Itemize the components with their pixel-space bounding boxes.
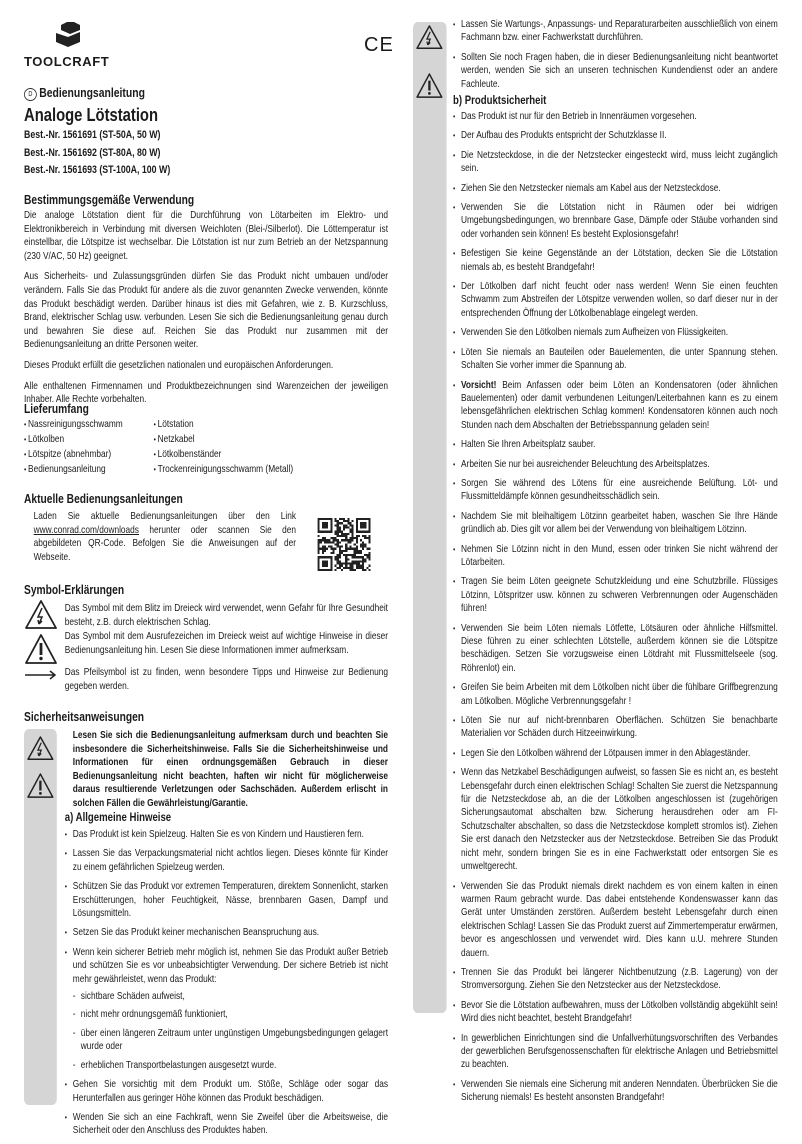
page-title: Analoge Lötstation — [24, 104, 159, 125]
safety-intro: Lesen Sie sich die Bedienungsanleitung aufmerksam durch und beachten Sie insbesondere die Sicherheitshinweise. Falls Sie die Sicherheitshinweise und Informationen für einen ordnungsgemäßen Gebrauch in dieser Bedienungsanleitung nicht beachten, haften wir nicht für möglicherweise daraus resultierende Verletzungen oder Sachschäden. Außerdem erlischt in solchen Fällen die Gewährleistung/Garantie. — [72, 730, 389, 809]
list-item — [453, 280, 778, 320]
order-number: Best.-Nr. 1561692 (ST-80A, 80 W) — [24, 146, 161, 159]
scope-item: • Nassreinigungsschwamm — [24, 418, 154, 431]
list-item — [453, 966, 778, 993]
list-item-text: Das Produkt ist nur für den Betrieb in Innenräumen vorgesehen. — [461, 111, 697, 122]
list-item — [453, 346, 778, 373]
list-item — [453, 129, 778, 142]
list-item — [453, 51, 778, 91]
list-item-text: Sorgen Sie während des Lötens für eine ausreichende Belüftung. Löt- und Flussmitteldämpfe können gesundheitsschädlich sein. — [461, 477, 778, 503]
manuals-heading: Aktuelle Bedienungsanleitungen — [24, 491, 183, 506]
list-item-text: Verwenden Sie das Produkt niemals direkt nachdem es von einem kalten in einen warmen Raum gebracht wurde. Das dabei entstehende Kondenswasser kann das Gerät unter Umständen zerstören. Außerdem besteht Lebensgefahr durch einen elektrischen Schlag! Lassen Sie das Produkt zuerst auf Zimmertemperatur erwärmen, bevor es angeschlossen und verwendet wird. Dies kann u.U. mehrere Stunden dauern. — [461, 880, 778, 959]
list-item — [453, 477, 778, 504]
list-item — [453, 681, 778, 708]
list-item-text: Der Lötkolben darf nicht feucht oder nass werden! Wenn Sie einen feuchten Schwamm zum Abstreifen der Lötspitze verwenden wollen, so darf dieser nur in der entsprechenden Öffnung der Lötkolbenablage eingelegt werden. — [461, 281, 778, 319]
ce-mark: CE — [364, 34, 394, 56]
scope-heading: Lieferumfang — [24, 401, 89, 416]
order-numbers — [24, 127, 170, 180]
list-item-text: Der Aufbau des Produkts entspricht der Schutzklasse II. — [461, 130, 667, 142]
list-item — [453, 880, 778, 960]
brand-name: TOOLCRAFT — [24, 54, 110, 69]
qr-code[interactable] — [318, 517, 371, 577]
scope-item: • Bedienungsanleitung — [24, 463, 154, 476]
list-item-text: Wenn kein sicherer Betrieb mehr möglich ist, nehmen Sie das Produkt außer Betrieb und schützen Sie es vor unbeabsichtigter Verwendung. Der sichere Betrieb ist nicht mehr gewährleistet, wenn das Produkt: — [72, 946, 389, 985]
list-item-text: Sollten Sie noch Fragen haben, die in dieser Bedienungsanleitung nicht beantwortet werden, wenden Sie sich an unseren technischen Kundendienst oder an andere Fachleute. — [461, 51, 778, 90]
sub-list — [73, 990, 388, 1072]
list-item-text: Wenn das Netzkabel Beschädigungen aufweist, so fassen Sie es nicht an, es besteht Lebensgefahr durch einen elektrischen Schlag! Schalten Sie zuerst die Netzspannung für die Netzsteckdose ab, an die der Lötkolben angeschlossen ist (zugehörigen Sicherungsautomat abschalten bzw. Sicherung herausdrehen oder am FI-Schutzschalter abschalten, so dass die Netzsteckdose komplett stromlos ist). Ziehen Sie erst danach den Netzstecker aus der Netzsteckdose. Betreiben Sie das Produkt nicht mehr, sondern bringen Sie es in eine Fachwerkstatt oder entsorgen Sie es umweltgerecht. — [461, 767, 778, 873]
manuals-text-before: Laden Sie aktuelle Bedienungsanleitungen über den Link — [33, 511, 296, 522]
list-item — [453, 575, 778, 615]
scope-item: • Lötkolben — [24, 433, 154, 446]
list-item — [65, 828, 388, 841]
exclamation-triangle-icon — [415, 72, 443, 105]
list-item — [453, 1078, 778, 1105]
safety-side-bar — [413, 22, 447, 1013]
symbol-description: Das Symbol mit dem Blitz im Dreieck wird verwendet, wenn Gefahr für Ihre Gesundheit besteht, z.B. durch elektrischen Schlag. — [64, 603, 389, 628]
list-item — [65, 946, 388, 1072]
paragraph: Dieses Produkt erfüllt die gesetzlichen nationalen und europäischen Anforderungen. — [24, 359, 334, 371]
intended-use-section — [24, 209, 388, 414]
symbol-description: Das Pfeilsymbol ist zu finden, wenn besondere Tipps und Hinweise zur Bedienung gegeben werden. — [64, 667, 389, 692]
list-item — [453, 714, 778, 741]
list-item-text: Befestigen Sie keine Gegenstände an der Lötstation, decken Sie die Lötstation niemals ab, es besteht Brandgefahr! — [461, 248, 778, 273]
list-item — [453, 458, 778, 471]
list-item — [453, 201, 778, 241]
list-item-text: Nachdem Sie mit bleihaltigem Lötzinn gearbeitet haben, waschen Sie Ihre Hände gründlich ab. Dies gilt vor allem bei der Verwendung von bleihaltigem Lötzinn. — [461, 510, 778, 536]
scope-item: • Lötstation — [154, 418, 388, 431]
lightning-triangle-icon — [415, 24, 443, 56]
manuals-text-after: herunter oder scannen Sie den abgebildeten QR-Code. Befolgen Sie die Anweisungen auf der Webseite. — [33, 524, 297, 563]
list-item-text: Lassen Sie Wartungs-, Anpassungs- und Reparaturarbeiten ausschließlich von einem Fachmann bzw. einer Fachwerkstatt durchführen. — [461, 19, 778, 44]
doc-type: Bedienungsanleitung — [39, 85, 145, 100]
list-item — [453, 18, 778, 45]
symbols-heading: Symbol-Erklärungen — [24, 582, 125, 597]
list-item-text: Halten Sie Ihren Arbeitsplatz sauber. — [461, 439, 596, 451]
scope-item: • Netzkabel — [154, 433, 388, 446]
list-item-text: Ziehen Sie den Netzstecker niemals am Kabel aus der Netzsteckdose. — [461, 182, 721, 194]
order-number: Best.-Nr. 1561693 (ST-100A, 100 W) — [24, 164, 171, 176]
list-item-text: Bevor Sie die Lötstation aufbewahren, muss der Lötkolben vollständig abgekühlt sein! Wird dies nicht beachtet, besteht Brandgefahr! — [461, 999, 778, 1025]
list-item-text: Schützen Sie das Produkt vor extremen Temperaturen, direktem Sonnenlicht, starken Erschütterungen, hoher Feuchtigkeit, Nässe, brennbaren Gasen, Dampf und Lösungsmitteln. — [72, 881, 389, 920]
list-item — [453, 149, 778, 176]
scope-item: • Lötspitze (abnehmbar) — [24, 448, 154, 461]
list-item-text: Wenden Sie sich an eine Fachkraft, wenn Sie Zweifel über die Arbeitsweise, die Sicherheit oder den Anschluss des Produktes haben. — [72, 1111, 389, 1137]
language-badge — [24, 88, 37, 101]
sub-list-item: - über einen längeren Zeitraum unter ungünstigen Umgebungsbedingungen gelagert wurde oder — [73, 1027, 388, 1054]
right-column — [413, 0, 778, 1134]
list-item — [453, 438, 778, 451]
manuals-text — [34, 510, 296, 564]
list-item — [453, 326, 778, 339]
exclamation-triangle-icon — [24, 633, 58, 671]
list-item-text: Trennen Sie das Produkt bei längerer Nichtbenutzung (z.B. Lagerung) von der Stromversorgung. Ziehen Sie den Netzstecker aus der Netzsteckdose. — [461, 966, 778, 992]
sub-list-item: - erheblichen Transportbelastungen ausgesetzt wurde. — [73, 1059, 388, 1072]
list-item — [65, 880, 388, 920]
language-badge-label: D — [28, 91, 33, 98]
list-item — [65, 847, 388, 874]
list-item — [453, 543, 778, 570]
sub-list-item: - sichtbare Schäden aufweist, — [73, 990, 388, 1003]
list-item-text: Tragen Sie beim Löten geeignete Schutzkleidung und eine Schutzbrille. Flüssiges Lötzinn, Lötspritzer usw. können zu schweren Verbrennungen oder Augenschäden führen! — [461, 576, 778, 615]
list-item — [453, 182, 778, 195]
doc-type-heading — [24, 85, 145, 101]
list-item-text: Verwenden Sie beim Löten niemals Lötfette, Lötsäuren oder ähnliche Hilfsmittel. Diese führen zu einer schlechten Lötstelle, außerdem können sie die Lötspitze beschädigen. Setzen Sie vorzugsweise einen Lötdraht mit Flussmittelseele (sog. Röhrenlot) ein. — [461, 622, 778, 674]
list-item-text: Verwenden Sie niemals eine Sicherung mit anderen Nenndaten. Überbrücken Sie die Sicherung niemals! Es besteht ansonsten Brandgefahr! — [461, 1078, 778, 1104]
list-item-text: Die Netzsteckdose, in die der Netzstecker eingesteckt wird, muss leicht zugänglich sein. — [461, 149, 778, 175]
list-item-text: Nehmen Sie Lötzinn nicht in den Mund, essen oder trinken Sie nicht während der Lötarbeiten. — [461, 543, 778, 568]
symbol-description: Das Symbol mit dem Ausrufezeichen im Dreieck weist auf wichtige Hinweise in dieser Bedienungsanleitung hin. Lesen Sie diese Informationen immer aufmerksam. — [64, 631, 389, 656]
list-item-text: Löten Sie nur auf nicht-brennbaren Oberflächen. Schützen Sie benachbarte Materialien vor Schäden durch Hitzeeinwirkung. — [461, 715, 778, 740]
list-item — [453, 379, 778, 433]
list-item-text: Verwenden Sie den Lötkolben niemals zum Aufheizen von Flüssigkeiten. — [461, 327, 729, 339]
list-item — [453, 510, 778, 537]
safety-heading: Sicherheitsanweisungen — [24, 709, 145, 724]
list-item-text: Arbeiten Sie nur bei ausreichender Beleuchtung des Arbeitsplatzes. — [461, 458, 710, 470]
lightning-triangle-icon — [26, 735, 54, 767]
list-item — [453, 622, 778, 676]
list-item-text: Gehen Sie vorsichtig mit dem Produkt um. Stöße, Schläge oder sogar das Herunterfallen aus geringer Höhe können das Produkt beschädigen. — [72, 1079, 389, 1104]
list-item-text: Greifen Sie beim Arbeiten mit dem Lötkolben nicht über die fühlbare Griffbegrenzung am Lötkolben. Mögliche Verbrennungsgefahr ! — [461, 682, 778, 707]
exclamation-triangle-icon — [26, 772, 54, 805]
product-safety-heading: b) Produktsicherheit — [453, 93, 547, 107]
list-item-text: Lassen Sie das Verpackungsmaterial nicht achtlos liegen. Dieses könnte für Kinder zu einem gefährlichen Spielzeug werden. — [72, 848, 389, 873]
list-item-text: Legen Sie den Lötkolben während der Lötpausen immer in den Ablageständer. — [461, 747, 751, 759]
qr-code-icon — [318, 517, 371, 572]
general-notes-list — [65, 828, 388, 1144]
list-item — [453, 999, 778, 1026]
list-item — [65, 1078, 388, 1105]
order-number: Best.-Nr. 1561691 (ST-50A, 50 W) — [24, 129, 161, 141]
list-item-text: Das Produkt ist kein Spielzeug. Halten Sie es von Kindern und Haustieren fern. — [72, 829, 364, 840]
list-item — [453, 247, 778, 274]
list-item — [453, 110, 778, 123]
list-item-text: Beim Anfassen oder beim Löten an Kondensatoren (oder ähnlichen Bauelementen) oder damit verbundenen Leitungen/Leiterbahnen kann es zu einem lebensgefährlichen elektrischen Schlag kommen! Kondensatoren können auch noch Stunden nach dem Abschalten der Betriebsspannung geladen sein! — [461, 379, 778, 431]
left-column — [24, 0, 389, 1137]
lightning-triangle-icon — [24, 599, 58, 636]
downloads-link[interactable]: www.conrad.com/downloads — [33, 524, 139, 536]
paragraph: Alle enthaltenen Firmennamen und Produktbezeichnungen sind Warenzeichen der jeweiligen Inhaber. Alle Rechte vorbehalten. — [24, 380, 388, 406]
arrow-right-icon — [24, 668, 58, 686]
intended-use-heading: Bestimmungsgemäße Verwendung — [24, 192, 195, 207]
scope-item: • Lötkolbenständer — [154, 448, 388, 461]
paragraph: Die analoge Lötstation dient für die Durchführung von Lötarbeiten im Elektro- und Elektronikbereich in Verbindung mit diversen Weichloten (Blei-/Silberlot). Die Löttemperatur ist einstellbar, die Lötspitze ist wechselbar. Die Lötstation ist nur zum Betrieb an der Netzspannung (230 V/AC, 50 Hz) geeignet. — [24, 210, 388, 262]
list-item — [453, 766, 778, 873]
paragraph: Aus Sicherheits- und Zulassungsgründen dürfen Sie das Produkt nicht umbauen und/oder verändern. Falls Sie das Produkt für andere als die zuvor genannten Zwecke verwenden, könnte das Produkt beschädigt werden. Darüber hinaus ist dies mit Gefahren, wie z. B. Kurzschluss, Brand, elektrischer Schlag usw. verbunden. Lesen Sie sich die Bedienungsanleitung genau durch und bewahren Sie diese auf. Reichen Sie das Produkt nur zusammen mit der Bedienungsanleitung an dritte Personen weiter. — [24, 271, 388, 351]
product-safety-list — [453, 110, 778, 1111]
list-item — [453, 747, 778, 760]
general-notes-heading: a) Allgemeine Hinweise — [64, 810, 172, 824]
list-item-text: Löten Sie niemals an Bauteilen oder Bauelementen, die unter Spannung stehen. Schalten Sie vorher immer die Spannung ab. — [461, 346, 778, 372]
scope-item: • Trockenreinigungsschwamm (Metall) — [154, 463, 388, 476]
sub-list-item: - nicht mehr ordnungsgemäß funktioniert, — [73, 1008, 388, 1021]
warning-label: Vorsicht! — [461, 379, 497, 391]
list-item-text: In gewerblichen Einrichtungen sind die Unfallverhütungsvorschriften des Verbandes der gewerblichen Berufsgenossenschaften für elektrische Anlagen und Betriebsmittel zu beachten. — [461, 1032, 778, 1071]
list-item — [65, 926, 388, 939]
list-item — [453, 1032, 778, 1072]
scope-list — [24, 418, 388, 476]
general-notes-list-continued — [453, 18, 778, 97]
list-item-text: Setzen Sie das Produkt keiner mechanischen Beanspruchung aus. — [72, 927, 320, 939]
list-item-text: Verwenden Sie die Lötstation nicht in Räumen oder bei widrigen Umgebungsbedingungen, wo brennbare Gase, Dämpfe oder Stäube vorhanden sind oder vorhanden sein können! Es besteht Explosionsgefahr! — [461, 202, 778, 240]
